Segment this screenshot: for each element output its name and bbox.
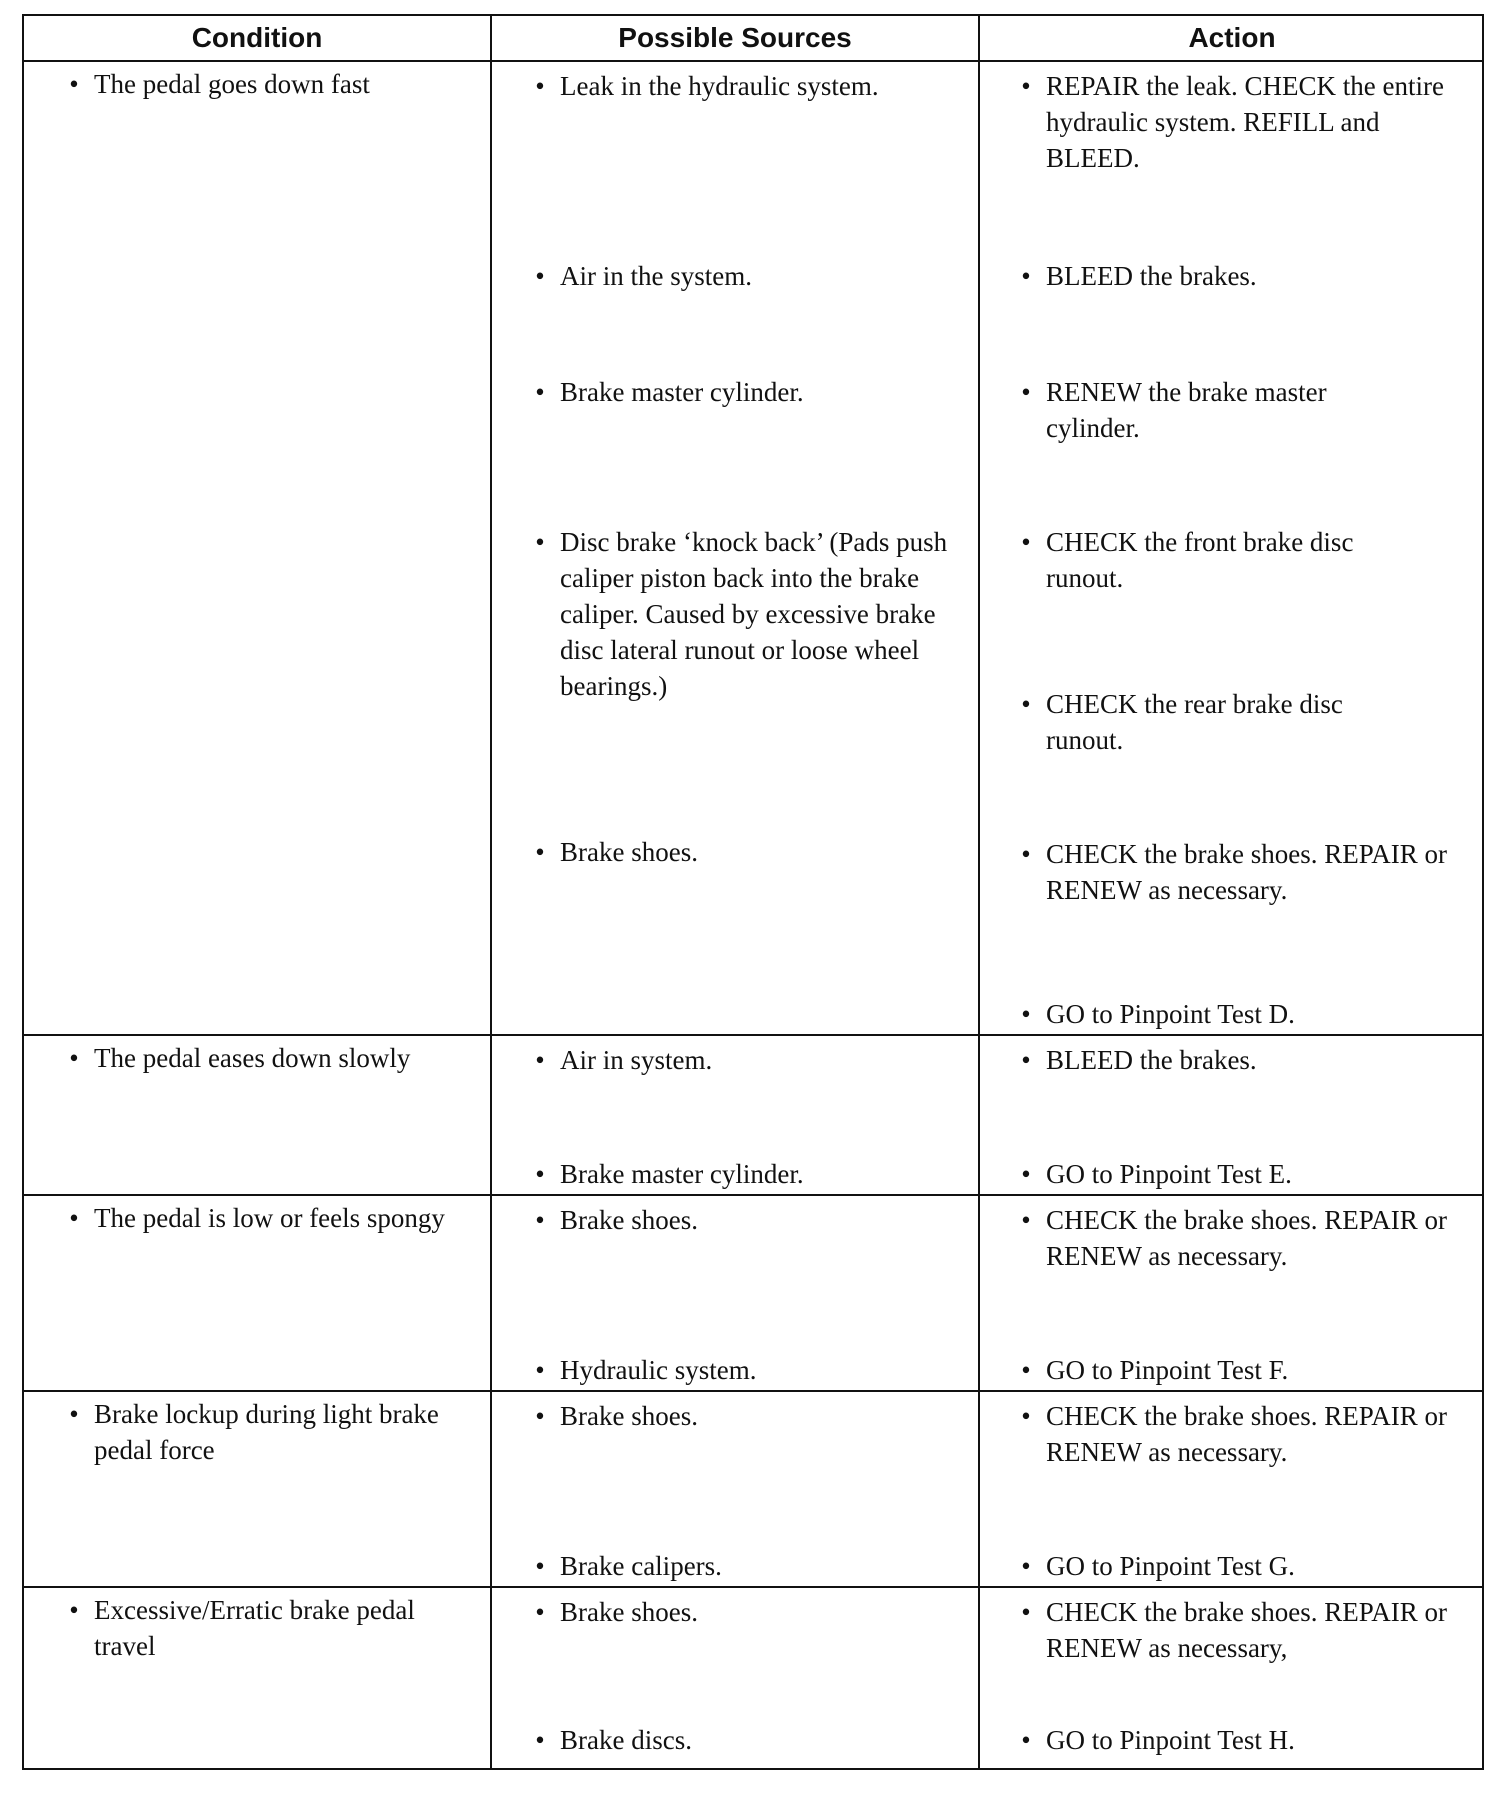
header-possible-sources: Possible Sources	[618, 22, 852, 53]
source-item: • Brake shoes.	[535, 837, 698, 867]
diagnosis-table	[22, 14, 1484, 1770]
action-item: • GO to Pinpoint Test F.	[1021, 1355, 1289, 1385]
condition-text: The pedal is low or feels spongy	[94, 1203, 445, 1233]
row-divider-3	[24, 1390, 1482, 1392]
header-rule	[24, 60, 1482, 62]
action-item: • BLEED the brakes.	[1021, 1045, 1257, 1075]
condition-cell: • Brake lockup during light brake pedal force	[94, 1396, 474, 1468]
action-item: • CHECK the front brake disc runout.	[1021, 527, 1354, 593]
source-item: • Air in the system.	[535, 261, 752, 291]
source-item: • Brake discs.	[535, 1725, 692, 1755]
row-divider-4	[24, 1586, 1482, 1588]
action-item: • REPAIR the leak. CHECK the entire hydraulic system. REFILL and BLEED.	[1021, 71, 1444, 173]
action-item: • CHECK the brake shoes. REPAIR or RENEW as necessary.	[1021, 839, 1447, 905]
source-item: • Disc brake ‘knock back’ (Pads push caliper piston back into the brake caliper. Caused by excessive brake disc lateral runout or loose wheel bearings.)	[535, 527, 948, 701]
row-divider-2	[24, 1194, 1482, 1196]
source-item: • Brake shoes.	[535, 1401, 698, 1431]
action-item: • GO to Pinpoint Test H.	[1021, 1725, 1295, 1755]
header-condition: Condition	[191, 22, 323, 53]
action-item: • CHECK the brake shoes. REPAIR or RENEW as necessary,	[1021, 1597, 1447, 1663]
source-item: • Brake master cylinder.	[535, 1159, 804, 1189]
action-item: • GO to Pinpoint Test D.	[1021, 999, 1295, 1029]
source-item: • Air in system.	[535, 1045, 713, 1075]
action-item: • CHECK the rear brake disc runout.	[1021, 689, 1343, 755]
condition-cell: • The pedal goes down fast	[94, 66, 474, 102]
column-divider-1	[490, 16, 492, 1768]
action-item: • GO to Pinpoint Test E.	[1021, 1159, 1292, 1189]
source-item: • Brake master cylinder.	[535, 377, 804, 407]
source-item: • Leak in the hydraulic system.	[535, 71, 879, 101]
condition-text: Excessive/Erratic brake pedal travel	[94, 1595, 415, 1661]
action-item: • CHECK the brake shoes. REPAIR or RENEW as necessary.	[1021, 1205, 1447, 1271]
action-item: • CHECK the brake shoes. REPAIR or RENEW as necessary.	[1021, 1401, 1447, 1467]
condition-cell: • The pedal is low or feels spongy	[94, 1200, 474, 1236]
condition-cell: • Excessive/Erratic brake pedal travel	[94, 1592, 474, 1664]
source-item: • Brake shoes.	[535, 1205, 698, 1235]
action-item: • GO to Pinpoint Test G.	[1021, 1551, 1295, 1581]
condition-text: The pedal goes down fast	[94, 69, 370, 99]
condition-text: The pedal eases down slowly	[94, 1043, 411, 1073]
source-item: • Hydraulic system.	[535, 1355, 757, 1385]
action-item: • BLEED the brakes.	[1021, 261, 1257, 291]
source-item: • Brake shoes.	[535, 1597, 698, 1627]
action-item: • RENEW the brake master cylinder.	[1021, 377, 1327, 443]
condition-cell: • The pedal eases down slowly	[94, 1040, 484, 1076]
header-action: Action	[1188, 22, 1276, 53]
condition-text: Brake lockup during light brake pedal force	[94, 1399, 439, 1465]
source-item: • Brake calipers.	[535, 1551, 722, 1581]
row-divider-1	[24, 1034, 1482, 1036]
